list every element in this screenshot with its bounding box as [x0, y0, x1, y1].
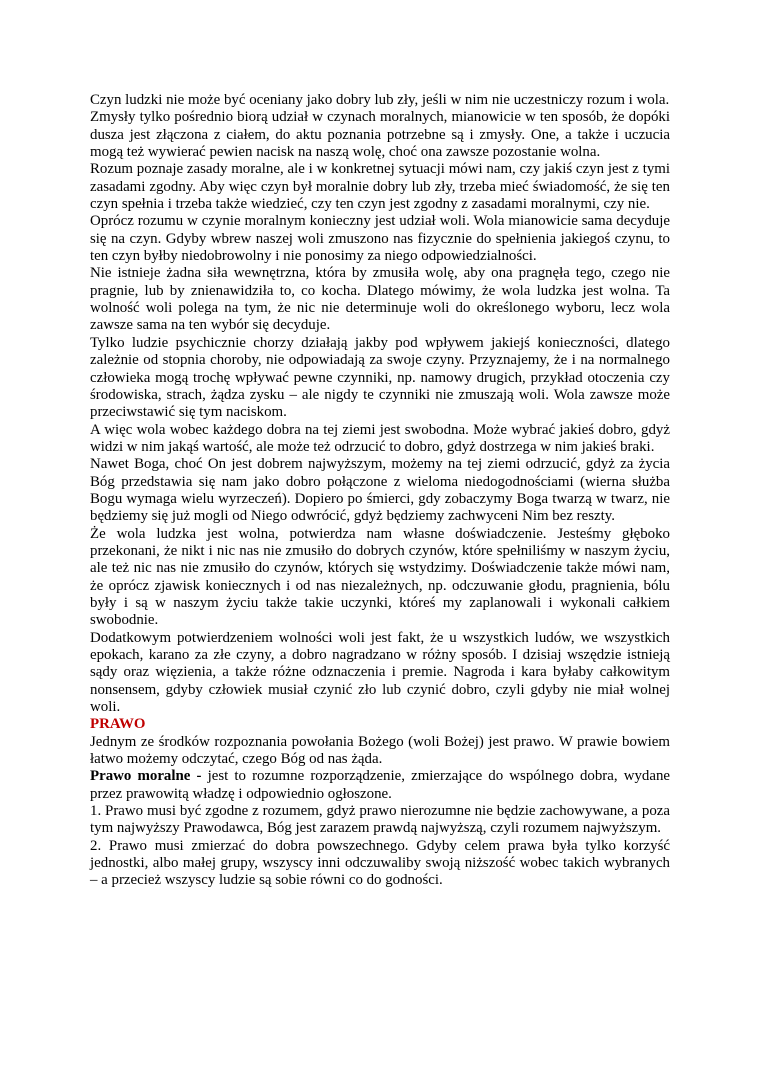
section-heading: PRAWO — [90, 716, 146, 733]
paragraph-7: A więc wola wobec każdego dobra na tej ziemi jest swobodna. Może wybrać jakieś dobro, gdyż widzi w nim jakąś wartość, ale może też odrzucić to dobro, gdyż dostrzega w nim jakieś braki. — [90, 421, 670, 455]
document-page — [90, 92, 670, 890]
paragraph-4: Oprócz rozumu w czynie moralnym konieczny jest udział woli. Wola mianowicie sama decyduje się na czyn. Gdyby wbrew naszej woli zmuszono nas fizycznie do spełnienia jakiegoś czynu, to ten czyn byłby niedobrowolny i nie ponosimy za niego odpowiedzialności. — [90, 213, 670, 265]
law-point-2: 2. Prawo musi zmierzać do dobra powszechnego. Gdyby celem prawa była tylko korzyść jednostki, albo małej grupy, wszyscy inni odczuwaliby swoją niższość wobec takich wybranych – a przecież wszyscy ludzie są sobie równi co do godności. — [90, 837, 670, 889]
paragraph-8: Nawet Boga, choć On jest dobrem najwyższym, możemy na tej ziemi odrzucić, gdyż za życia Bóg przedstawia się nam jako dobro połączone z wieloma niedogodnościami (wierna służba Bogu wymaga wielu wyrzeczeń). Dopiero po śmierci, gdy zobaczymy Boga twarzą w twarz, nie będziemy się już mogli od Niego odwrócić, gdyż będziemy zachwyceni Nim bez reszty. — [90, 456, 670, 525]
paragraph-9: Że wola ludzka jest wolna, potwierdza nam własne doświadczenie. Jesteśmy głęboko przekonani, że nikt i nic nas nie zmusiło do dobrych czynów, które spełniliśmy w naszym życiu, ale też nic nas nie zmusiło do czynów, których się wstydzimy. Doświadczenie także mówi nam, że oprócz zjawisk koniecznych i od nas niezależnych, np. odczuwanie głodu, pragnienia, bólu były i są w naszym życiu także takie uczynki, któreś my zaplanowali i wykonali całkiem swobodnie. — [90, 525, 670, 629]
moral-law-definition — [90, 768, 670, 803]
paragraph-6: Tylko ludzie psychicznie chorzy działają jakby pod wpływem jakiejś konieczności, dlatego zależnie od stopnia choroby, nie odpowiadają za swoje czyny. Przyznajemy, że i na normalnego człowieka mogą trochę wpływać pewne czynniki, np. namowy drugich, przykład otoczenia czy środowiska, strach, żądza zysku – ale nigdy te czynniki nie zmuszają woli. Wola zawsze może przeciwstawić się tym naciskom. — [90, 334, 670, 421]
moral-law-text: jest to rozumne rozporządzenie, zmierzające do wspólnego dobra, wydane przez prawowitą władzę i odpowiednio ogłoszone. — [90, 768, 670, 802]
paragraph-10: Dodatkowym potwierdzeniem wolności woli jest fakt, że u wszystkich ludów, we wszystkich epokach, karano za złe czyny, a dobro nagradzano w różny sposób. I dzisiaj wszędzie istnieją sądy oraz więzienia, a także różne odznaczenia i premie. Nagroda i kara byłaby całkowitym nonsensem, gdyby człowiek musiał czynić zło lub czynić dobro, czyli gdyby nie miał wolnej woli. — [90, 629, 670, 716]
paragraph-5: Nie istnieje żadna siła wewnętrzna, która by zmusiła wolę, aby ona pragnęła tego, czego nie pragnie, lub by znienawidziła to, co kocha. Dlatego mówimy, że wola ludzka jest wolna. Ta wolność woli polega na tym, że nic nie determinuje woli do określonego wyboru, lecz wola zawsze sama na ten wybór się decyduje. — [90, 265, 670, 334]
paragraph-1: Czyn ludzki nie może być oceniany jako dobry lub zły, jeśli w nim nie uczestniczy rozum i wola. — [90, 92, 670, 108]
paragraph-3: Rozum poznaje zasady moralne, ale i w konkretnej sytuacji mówi nam, czy jakiś czyn jest z tymi zasadami zgodny. Aby więc czyn był moralnie dobry lub zły, trzeba mieć świadomość, że się ten czyn spełnia i trzeba także wiedzieć, czy ten czyn jest zgodny z zasadami moralnymi, czy nie. — [90, 161, 670, 213]
law-point-1: 1. Prawo musi być zgodne z rozumem, gdyż prawo nierozumne nie będzie zachowywane, a poza tym najwyższy Prawodawca, Bóg jest zarazem prawdą najwyższą, czyli rozumem najwyższym. — [90, 803, 670, 837]
moral-law-term: Prawo moralne - — [90, 768, 202, 785]
paragraph-2: Zmysły tylko pośrednio biorą udział w czynach moralnych, mianowicie w ten sposób, że dopóki dusza jest złączona z ciałem, do aktu poznania potrzebne są i zmysły. One, a także i uczucia mogą też wywierać pewien nacisk na naszą wolę, choć ona zawsze pozostanie wolna. — [90, 109, 670, 161]
law-intro: Jednym ze środków rozpoznania powołania Bożego (woli Bożej) jest prawo. W prawie bowiem łatwo możemy odczytać, czego Bóg od nas żąda. — [90, 733, 670, 768]
